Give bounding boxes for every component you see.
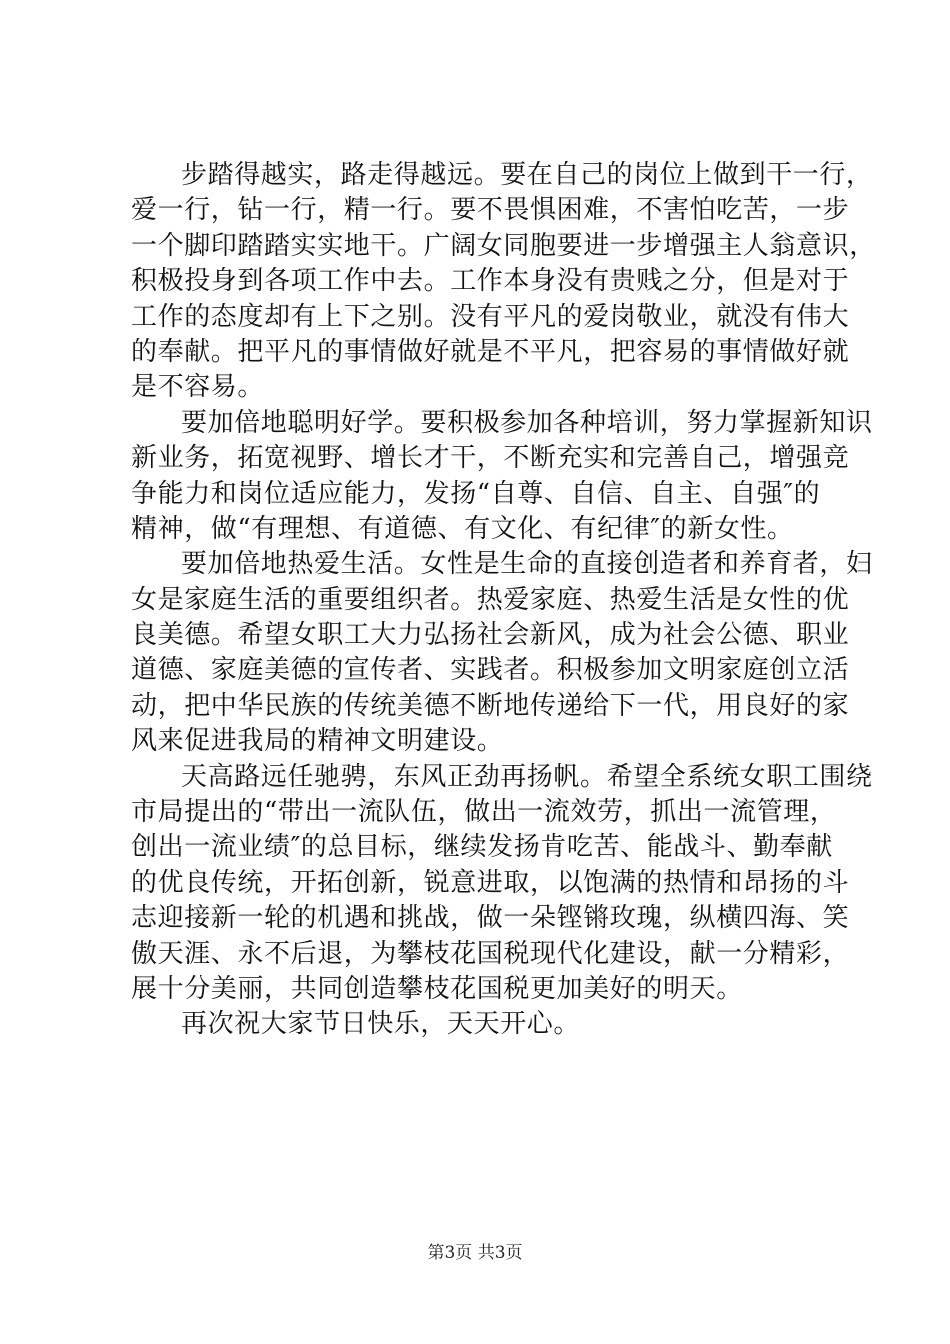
text-line: 道德、家庭美德的宣传者、实践者。积极参加文明家庭创立活 — [131, 655, 850, 686]
text-line: 良美德。希望女职工大力弘扬社会新风，成为社会公德、职业 — [131, 620, 850, 651]
text-line: 工作的态度却有上下之别。没有平凡的爱岗敬业，就没有伟大 — [131, 301, 850, 332]
text-line: 展十分美丽，共同创造攀枝花国税更加美好的明天。 — [131, 973, 743, 1004]
text-line: 要加倍地聪明好学。要积极参加各种培训，努力掌握新知识 — [181, 407, 873, 438]
document-body — [131, 158, 876, 1043]
text-line: 女是家庭生活的重要组织者。热爱家庭、热爱生活是女性的优 — [131, 584, 850, 615]
page-number: 第3页 共3页 — [427, 1243, 523, 1263]
text-line: 再次祝大家节日快乐，天天开心。 — [181, 1009, 581, 1040]
page-footer — [0, 1242, 950, 1264]
text-line: 精神，做“有理想、有道德、有文化、有纪律″的新女性。 — [131, 513, 794, 544]
text-line: 的优良传统，开拓创新，锐意进取，以饱满的热情和昂扬的斗 — [131, 867, 850, 898]
text-line: 动，把中华民族的传统美德不断地传递给下一代，用良好的家 — [131, 690, 850, 721]
text-line: 志迎接新一轮的机遇和挑战，做一朵铿锵玫瑰，纵横四海、笑 — [131, 903, 850, 934]
text-line: 爱一行，钻一行，精一行。要不畏惧困难，不害怕吃苦，一步 — [131, 195, 850, 226]
text-line: 天高路远任驰骋，东风正劲再扬帆。希望全系统女职工围绕 — [181, 761, 873, 792]
text-line: 风来促进我局的精神文明建设。 — [131, 726, 504, 757]
text-line: 积极投身到各项工作中去。工作本身没有贵贱之分，但是对于 — [131, 266, 850, 297]
text-line: 是不容易。 — [131, 372, 265, 403]
text-line: 傲天涯、永不后退，为攀枝花国税现代化建设，献一分精彩， — [131, 938, 850, 969]
text-line: 争能力和岗位适应能力，发扬“自尊、自信、自主、自强″的 — [131, 478, 821, 509]
text-line: 新业务，拓宽视野、增长才干，不断充实和完善自己，增强竞 — [131, 443, 850, 474]
text-line: 步踏得越实，路走得越远。要在自己的岗位上做到干一行， — [181, 160, 873, 190]
text-line: 市局提出的“带出一流队伍，做出一流效劳，抓出一流管理， — [131, 797, 837, 828]
text-line: 的奉献。把平凡的事情做好就是不平凡，把容易的事情做好就 — [131, 336, 850, 367]
text-line: 创出一流业绩″的总目标，继续发扬肯吃苦、能战斗、勤奉献 — [131, 832, 833, 863]
text-line: 要加倍地热爱生活。女性是生命的直接创造者和养育者，妇 — [181, 549, 873, 580]
text-line: 一个脚印踏踏实实地干。广阔女同胞要进一步增强主人翁意识， — [131, 230, 876, 261]
